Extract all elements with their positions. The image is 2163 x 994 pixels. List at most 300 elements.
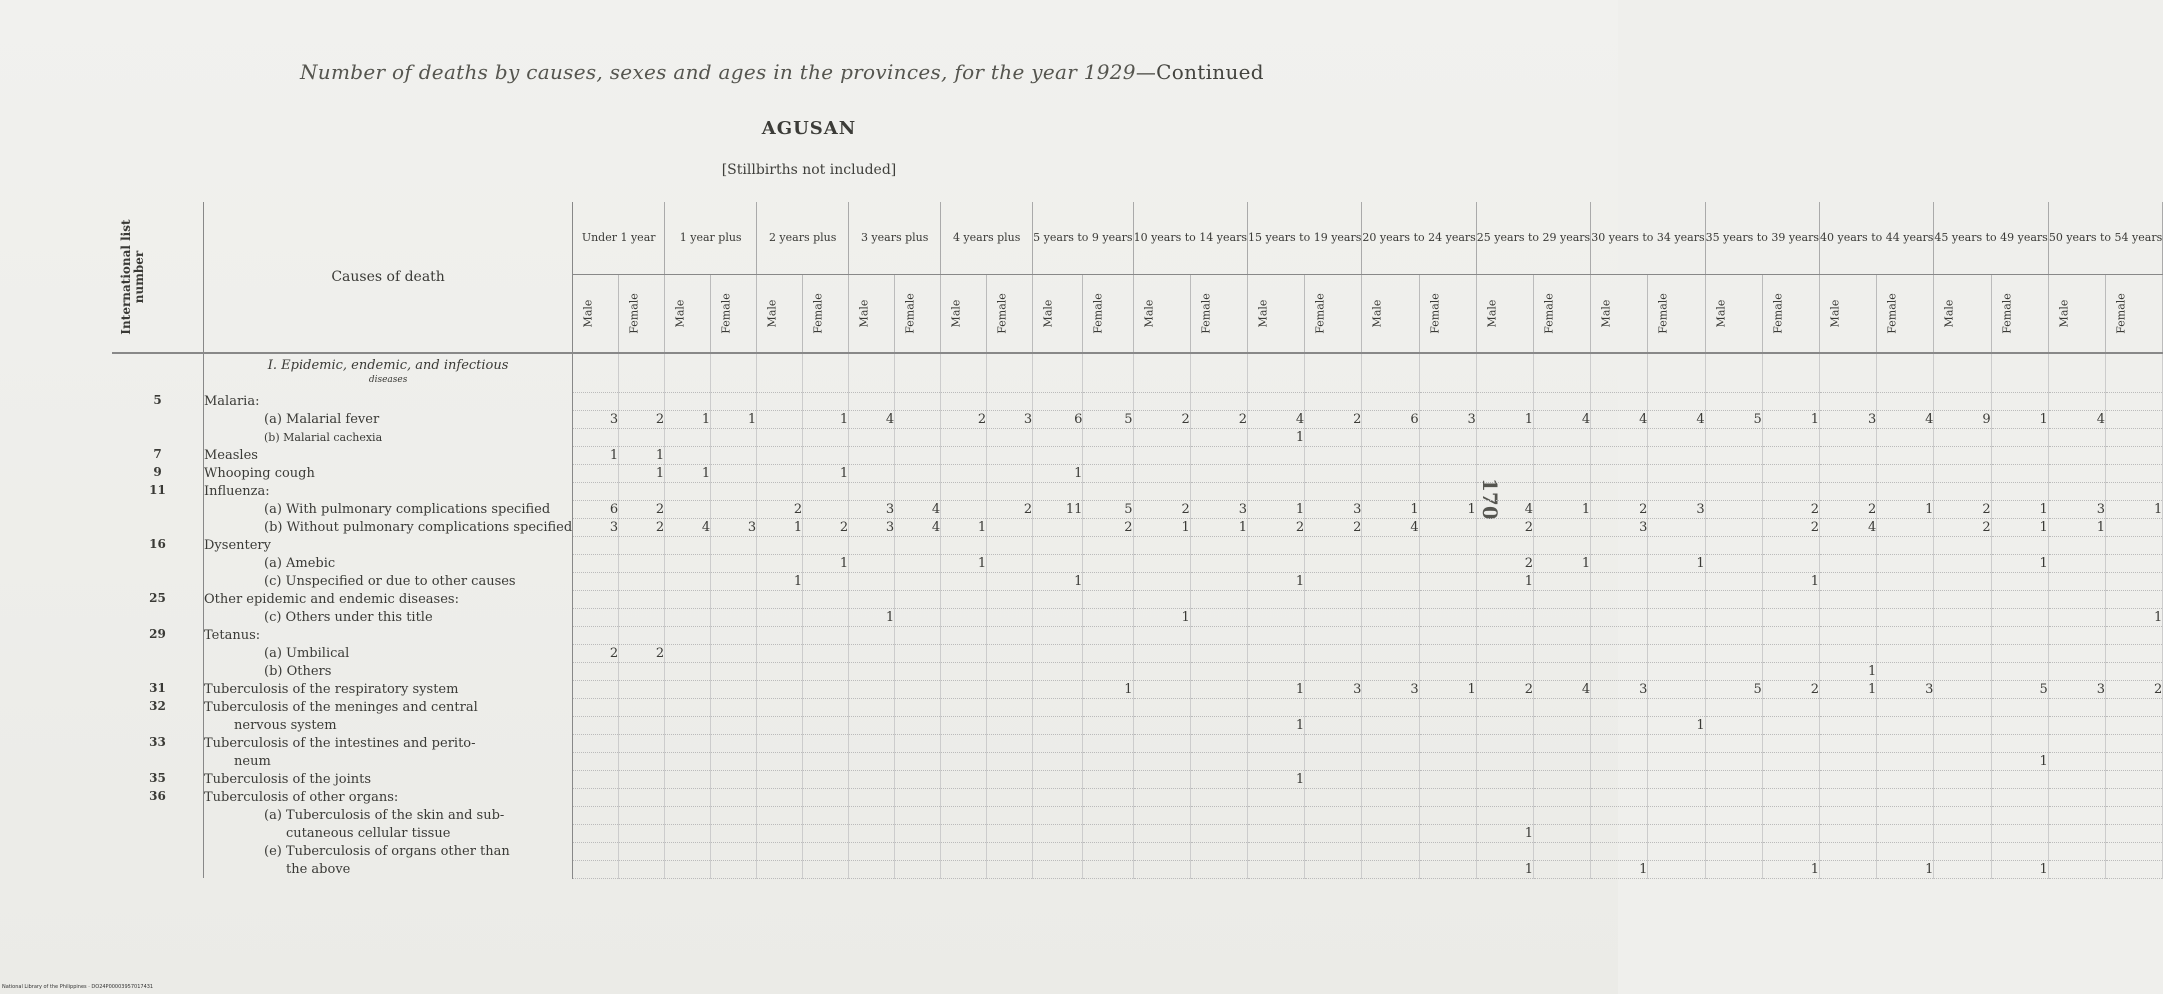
value-cell (665, 824, 711, 842)
value-cell (757, 554, 803, 572)
value-cell (2048, 716, 2105, 734)
value-cell (849, 428, 895, 446)
value-cell (1991, 788, 2048, 806)
value-cell (849, 770, 895, 788)
page-number: 170 (1478, 478, 1502, 520)
value-cell (987, 446, 1033, 464)
value-cell (1190, 482, 1247, 500)
table-row (112, 392, 2163, 410)
value-cell (665, 842, 711, 860)
table-row (112, 644, 2163, 662)
value-cell (1934, 734, 1991, 752)
value-cell (1591, 392, 1648, 410)
value-cell: 1 (1762, 410, 1819, 428)
value-cell (1820, 734, 1877, 752)
value-cell (1247, 626, 1304, 644)
value-cell (1648, 608, 1705, 626)
value-cell (1705, 482, 1762, 500)
value-cell (1419, 770, 1476, 788)
value-cell (941, 353, 987, 392)
table-row (112, 842, 2163, 860)
value-cell (1648, 446, 1705, 464)
value-cell (2048, 734, 2105, 752)
value-cell (1133, 806, 1190, 824)
value-cell (757, 842, 803, 860)
value-cell (803, 572, 849, 590)
value-cell (1705, 590, 1762, 608)
value-cell: 1 (665, 410, 711, 428)
value-cell (1991, 464, 2048, 482)
value-cell (1934, 680, 1991, 698)
value-cell (803, 662, 849, 680)
value-cell (1419, 734, 1476, 752)
value-cell (987, 608, 1033, 626)
value-cell (849, 716, 895, 734)
value-cell: 3 (1362, 680, 1419, 698)
value-cell: 1 (1247, 770, 1304, 788)
value-cell: 2 (1133, 410, 1190, 428)
value-cell (1476, 608, 1533, 626)
value-cell (803, 752, 849, 770)
value-cell (1305, 608, 1362, 626)
value-cell (1648, 752, 1705, 770)
value-cell (849, 662, 895, 680)
male-header: Male (1033, 275, 1083, 353)
value-cell (1362, 428, 1419, 446)
value-cell (941, 860, 987, 878)
value-cell: 2 (1305, 410, 1362, 428)
value-cell (1705, 824, 1762, 842)
value-cell (1991, 572, 2048, 590)
cause-label: neum (204, 752, 573, 770)
value-cell (1190, 734, 1247, 752)
age-group-header: 50 years to 54 years (2048, 202, 2162, 275)
value-cell (1083, 482, 1133, 500)
cause-label: (a) Umbilical (204, 644, 573, 662)
value-cell: 1 (757, 572, 803, 590)
value-cell (2048, 482, 2105, 500)
value-cell (2106, 662, 2163, 680)
table-row (112, 626, 2163, 644)
value-cell (803, 482, 849, 500)
intl-code (112, 518, 204, 536)
value-cell (711, 626, 757, 644)
value-cell (1877, 734, 1934, 752)
value-cell: 2 (1190, 410, 1247, 428)
value-cell (1033, 353, 1083, 392)
value-cell (941, 428, 987, 446)
value-cell (1033, 752, 1083, 770)
value-cell (1133, 860, 1190, 878)
value-cell (1820, 626, 1877, 644)
value-cell (1934, 770, 1991, 788)
deaths-table (112, 202, 2163, 879)
value-cell (1247, 698, 1304, 716)
value-cell: 1 (1247, 500, 1304, 518)
cause-label: nervous system (204, 716, 573, 734)
value-cell (757, 536, 803, 554)
value-cell (987, 716, 1033, 734)
value-cell (2106, 410, 2163, 428)
value-cell (1705, 626, 1762, 644)
value-cell (895, 572, 941, 590)
value-cell (849, 698, 895, 716)
value-cell (941, 392, 987, 410)
value-cell (1934, 698, 1991, 716)
value-cell (803, 608, 849, 626)
value-cell (757, 716, 803, 734)
value-cell: 2 (1934, 500, 1991, 518)
value-cell (2106, 482, 2163, 500)
value-cell (803, 860, 849, 878)
value-cell (1305, 842, 1362, 860)
value-cell (1247, 446, 1304, 464)
value-cell (573, 464, 619, 482)
value-cell (1877, 536, 1934, 554)
female-header: Female (1877, 275, 1934, 353)
cause-label: I. Epidemic, endemic, and infectious diseases (204, 353, 573, 392)
value-cell (573, 353, 619, 392)
value-cell (1934, 536, 1991, 554)
value-cell (1591, 842, 1648, 860)
value-cell (711, 428, 757, 446)
value-cell (665, 734, 711, 752)
value-cell (1362, 446, 1419, 464)
value-cell (1033, 842, 1083, 860)
value-cell (1305, 824, 1362, 842)
value-cell (1190, 392, 1247, 410)
value-cell (1083, 698, 1133, 716)
value-cell (1877, 716, 1934, 734)
value-cell (665, 770, 711, 788)
value-cell: 4 (1648, 410, 1705, 428)
value-cell (1762, 482, 1819, 500)
value-cell (1362, 644, 1419, 662)
value-cell (2048, 752, 2105, 770)
value-cell (1762, 788, 1819, 806)
value-cell (1083, 860, 1133, 878)
value-cell (1591, 590, 1648, 608)
value-cell (1133, 428, 1190, 446)
value-cell (1648, 788, 1705, 806)
intl-code: 25 (112, 590, 204, 608)
value-cell (895, 716, 941, 734)
value-cell (1648, 464, 1705, 482)
value-cell (1820, 428, 1877, 446)
value-cell (941, 698, 987, 716)
value-cell (1476, 482, 1533, 500)
value-cell (1820, 536, 1877, 554)
value-cell (2106, 860, 2163, 878)
value-cell (1362, 464, 1419, 482)
value-cell (1033, 626, 1083, 644)
value-cell (1190, 644, 1247, 662)
value-cell (1705, 752, 1762, 770)
value-cell (1362, 626, 1419, 644)
value-cell (1591, 716, 1648, 734)
value-cell (2048, 536, 2105, 554)
value-cell (1305, 464, 1362, 482)
value-cell (1083, 590, 1133, 608)
value-cell (895, 770, 941, 788)
value-cell (711, 536, 757, 554)
intl-code (112, 662, 204, 680)
value-cell: 5 (1991, 680, 2048, 698)
intl-code (112, 353, 204, 392)
value-cell (2048, 860, 2105, 878)
male-header: Male (941, 275, 987, 353)
value-cell (849, 734, 895, 752)
value-cell (1820, 788, 1877, 806)
value-cell (1190, 698, 1247, 716)
intl-code (112, 644, 204, 662)
value-cell (2106, 698, 2163, 716)
value-cell (1419, 536, 1476, 554)
intl-code (112, 806, 204, 824)
value-cell (1247, 536, 1304, 554)
value-cell (573, 554, 619, 572)
value-cell (1362, 590, 1419, 608)
value-cell (1362, 788, 1419, 806)
value-cell (1934, 482, 1991, 500)
value-cell (1133, 788, 1190, 806)
value-cell (1362, 734, 1419, 752)
value-cell (573, 770, 619, 788)
cause-label: Tuberculosis of the respiratory system (204, 680, 573, 698)
value-cell (619, 788, 665, 806)
value-cell (1190, 536, 1247, 554)
value-cell (757, 446, 803, 464)
value-cell (1133, 680, 1190, 698)
female-header: Female (1190, 275, 1247, 353)
value-cell (757, 608, 803, 626)
value-cell: 4 (2048, 410, 2105, 428)
male-header: Male (1362, 275, 1419, 353)
value-cell (1820, 770, 1877, 788)
value-cell (1934, 626, 1991, 644)
table-row (112, 482, 2163, 500)
value-cell (895, 644, 941, 662)
value-cell (619, 353, 665, 392)
value-cell (803, 644, 849, 662)
table-row (112, 554, 2163, 572)
age-group-header: 10 years to 14 years (1133, 202, 1247, 275)
value-cell (849, 536, 895, 554)
value-cell (619, 662, 665, 680)
value-cell (1991, 698, 2048, 716)
value-cell (573, 626, 619, 644)
value-cell (1705, 500, 1762, 518)
value-cell (987, 554, 1033, 572)
cause-label: Tuberculosis of other organs: (204, 788, 573, 806)
value-cell (711, 464, 757, 482)
value-cell (849, 590, 895, 608)
value-cell (757, 428, 803, 446)
male-header: Male (757, 275, 803, 353)
value-cell (757, 680, 803, 698)
value-cell (1247, 734, 1304, 752)
value-cell (573, 428, 619, 446)
value-cell (1648, 662, 1705, 680)
intl-code (112, 752, 204, 770)
value-cell (1419, 662, 1476, 680)
table-row (112, 446, 2163, 464)
value-cell (1762, 770, 1819, 788)
intl-code (112, 860, 204, 878)
value-cell (1705, 446, 1762, 464)
male-header: Male (1247, 275, 1304, 353)
intl-code (112, 572, 204, 590)
value-cell (1705, 770, 1762, 788)
value-cell (665, 716, 711, 734)
value-cell (1476, 752, 1533, 770)
value-cell (1476, 716, 1533, 734)
value-cell (941, 788, 987, 806)
cause-label: Measles (204, 446, 573, 464)
value-cell (803, 590, 849, 608)
value-cell (1991, 608, 2048, 626)
value-cell (1934, 572, 1991, 590)
value-cell (1991, 806, 2048, 824)
value-cell (711, 860, 757, 878)
value-cell (895, 752, 941, 770)
value-cell (2106, 752, 2163, 770)
value-cell: 1 (1033, 464, 1083, 482)
value-cell (1591, 770, 1648, 788)
value-cell (2048, 446, 2105, 464)
value-cell (941, 806, 987, 824)
value-cell (1305, 734, 1362, 752)
value-cell (1877, 842, 1934, 860)
value-cell (2106, 842, 2163, 860)
value-cell (1877, 752, 1934, 770)
value-cell (1476, 428, 1533, 446)
value-cell (711, 554, 757, 572)
value-cell (1247, 662, 1304, 680)
value-cell (619, 734, 665, 752)
value-cell (1705, 536, 1762, 554)
value-cell (1419, 752, 1476, 770)
value-cell (1476, 734, 1533, 752)
value-cell (757, 353, 803, 392)
value-cell: 1 (1534, 500, 1591, 518)
value-cell (1133, 464, 1190, 482)
table-row (112, 500, 2163, 518)
intl-list-header: International list number (112, 202, 204, 353)
value-cell (573, 806, 619, 824)
value-cell (1591, 626, 1648, 644)
value-cell (1591, 536, 1648, 554)
table-row (112, 353, 2163, 392)
value-cell (1419, 353, 1476, 392)
value-cell (573, 392, 619, 410)
cause-label: (a) Amebic (204, 554, 573, 572)
value-cell: 1 (619, 446, 665, 464)
value-cell (1534, 734, 1591, 752)
value-cell (573, 698, 619, 716)
value-cell (1133, 572, 1190, 590)
value-cell (987, 572, 1033, 590)
value-cell (665, 680, 711, 698)
scan-footer: National Library of the Philippines · DO24P00003957017431 (2, 984, 154, 990)
value-cell (1534, 428, 1591, 446)
male-header: Male (1705, 275, 1762, 353)
cause-label: (c) Unspecified or due to other causes (204, 572, 573, 590)
value-cell (1934, 824, 1991, 842)
value-cell (1083, 806, 1133, 824)
value-cell (1820, 752, 1877, 770)
value-cell (665, 644, 711, 662)
value-cell (711, 806, 757, 824)
value-cell (987, 392, 1033, 410)
value-cell (1133, 824, 1190, 842)
value-cell (803, 536, 849, 554)
value-cell (665, 698, 711, 716)
value-cell: 2 (1762, 500, 1819, 518)
value-cell (1362, 572, 1419, 590)
value-cell (849, 824, 895, 842)
value-cell (895, 428, 941, 446)
value-cell (619, 824, 665, 842)
value-cell (1190, 842, 1247, 860)
value-cell (2048, 770, 2105, 788)
value-cell (1362, 392, 1419, 410)
value-cell: 2 (619, 644, 665, 662)
value-cell (2106, 353, 2163, 392)
value-cell (1083, 446, 1133, 464)
value-cell: 3 (1820, 410, 1877, 428)
value-cell (619, 770, 665, 788)
cause-label: Dysentery (204, 536, 573, 554)
value-cell: 1 (1648, 554, 1705, 572)
female-header: Female (619, 275, 665, 353)
value-cell (1476, 626, 1533, 644)
value-cell (665, 752, 711, 770)
intl-code: 33 (112, 734, 204, 752)
value-cell: 1 (1190, 518, 1247, 536)
value-cell (1033, 536, 1083, 554)
value-cell (1534, 536, 1591, 554)
value-cell (1362, 536, 1419, 554)
value-cell (1648, 806, 1705, 824)
value-cell: 4 (895, 518, 941, 536)
value-cell: 1 (1820, 662, 1877, 680)
table-row (112, 788, 2163, 806)
value-cell (1133, 446, 1190, 464)
value-cell (1190, 626, 1247, 644)
value-cell (1648, 734, 1705, 752)
value-cell (987, 428, 1033, 446)
value-cell (1083, 770, 1133, 788)
value-cell (987, 752, 1033, 770)
age-group-header: 1 year plus (665, 202, 757, 275)
intl-code (112, 716, 204, 734)
value-cell (1820, 608, 1877, 626)
male-header: Male (1591, 275, 1648, 353)
value-cell (2106, 518, 2163, 536)
value-cell (1033, 518, 1083, 536)
value-cell (1362, 482, 1419, 500)
value-cell: 1 (1133, 518, 1190, 536)
cause-label: Influenza: (204, 482, 573, 500)
value-cell (1591, 806, 1648, 824)
value-cell (1991, 626, 2048, 644)
value-cell (1305, 716, 1362, 734)
value-cell (849, 860, 895, 878)
cause-label: Tetanus: (204, 626, 573, 644)
value-cell (941, 734, 987, 752)
value-cell (573, 842, 619, 860)
